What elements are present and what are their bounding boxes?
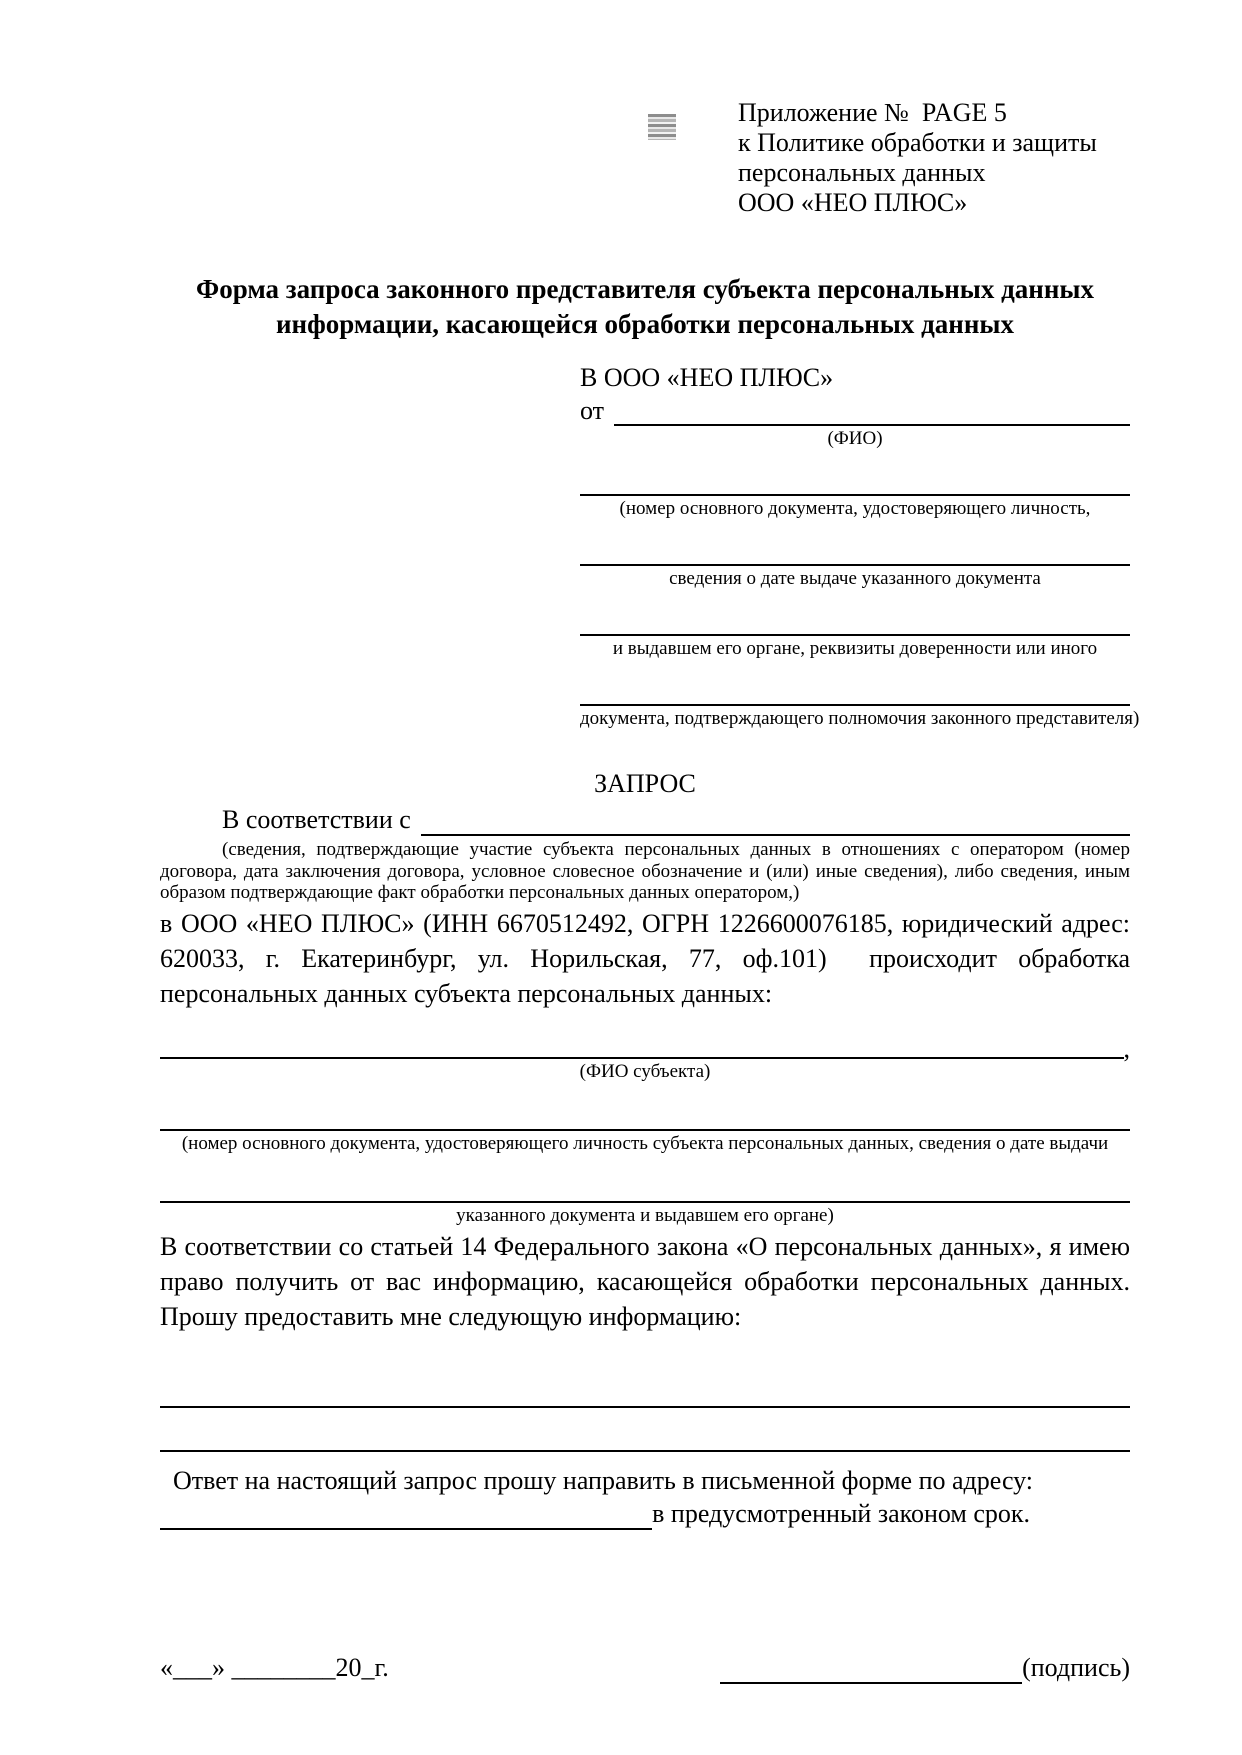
subject-trailing-comma: , — [1123, 1033, 1130, 1063]
basis-field[interactable] — [421, 810, 1130, 836]
doc-number-caption: (номер основного документа, удостоверяющего личность, — [619, 498, 1091, 519]
basis-row — [160, 804, 1130, 836]
authority-doc-caption: документа, подтверждающего полномочия законного представителя) — [580, 708, 1140, 729]
law-paragraph: В соответствии со статьей 14 Федерального закона «О персональных данных», я имею право получить от вас информацию, касающейся обработки персональных данных. Прошу предоставить мне следующую информацию: — [160, 1231, 1130, 1331]
doc-issuer-field[interactable] — [580, 608, 1130, 636]
subject-doc-field-1[interactable] — [160, 1103, 1130, 1131]
appendix-block — [738, 98, 1097, 218]
appendix-number-line: Приложение № PAGE 5 — [738, 98, 1007, 127]
doc-issuer-caption: и выдавшем его органе, реквизиты доверенности или иного — [612, 638, 1098, 659]
date-line: «___» ________20_г. — [160, 1652, 389, 1682]
document-header — [160, 98, 1130, 218]
addressee-block — [580, 362, 1140, 730]
doc-issue-date-field[interactable] — [580, 538, 1130, 566]
subject-doc-field-2[interactable] — [160, 1175, 1130, 1203]
document-title-line-2: информации, касающейся обработки персональных данных — [276, 309, 1014, 339]
fio-caption: (ФИО) — [827, 428, 883, 449]
subject-doc-caption-1: (номер основного документа, удостоверяющего личность субъекта персональных данных, сведения о дате выдачи — [181, 1132, 1109, 1154]
basis-label: В соответствии с — [222, 805, 411, 834]
operator-paragraph: в ООО «НЕО ПЛЮС» (ИНН 6670512492, ОГРН 1226600076185, юридический адрес: 620033, г. Екатеринбург, ул. Норильская, 77, оф.101) происходит обработка персональных данных субъекта персональных данных: — [160, 908, 1130, 1008]
representative-fio-field[interactable] — [614, 400, 1130, 426]
request-heading: ЗАПРОС — [594, 769, 696, 798]
policy-line-1: к Политике обработки и защиты — [738, 128, 1097, 157]
company-name: ООО «НЕО ПЛЮС» — [738, 188, 968, 217]
document-title-line-1: Форма запроса законного представителя субъекта персональных данных — [196, 274, 1094, 304]
info-request-field-2[interactable] — [160, 1408, 1130, 1452]
signature-block — [720, 1652, 1130, 1684]
info-request-field-1[interactable] — [160, 1364, 1130, 1408]
date-signature-row — [160, 1652, 1130, 1684]
from-label: от — [580, 396, 605, 425]
from-row — [580, 395, 1130, 426]
signature-field[interactable] — [720, 1658, 1022, 1684]
subject-fio-field[interactable] — [160, 1031, 1124, 1059]
subject-doc-caption-2: указанного документа и выдавшем его органе) — [456, 1204, 834, 1226]
response-address-row — [160, 1498, 1030, 1530]
subject-fio-row — [160, 1031, 1130, 1063]
representative-doc-number-field[interactable] — [580, 468, 1130, 496]
response-address-field[interactable] — [160, 1504, 652, 1530]
addressee-to-line: В ООО «НЕО ПЛЮС» — [580, 363, 834, 392]
field-code-icon — [648, 114, 676, 140]
signature-caption: (подпись) — [1022, 1652, 1130, 1682]
policy-line-2: персональных данных — [738, 158, 986, 187]
response-deadline-text: в предусмотренный законом срок. — [652, 1498, 1030, 1528]
doc-issue-date-caption: сведения о дате выдаче указанного документа — [669, 568, 1041, 589]
authority-doc-field[interactable] — [580, 678, 1130, 706]
response-request-line: Ответ на настоящий запрос прошу направить в письменной форме по адресу: — [172, 1465, 1034, 1495]
document-title — [160, 272, 1130, 342]
subject-fio-caption: (ФИО субъекта) — [579, 1060, 711, 1082]
basis-fine-print: (сведения, подтверждающие участие субъекта персональных данных в отношениях с оператором (номер договора, дата заключения договора, условное словесное обозначение и (или) иные сведения), либо сведения, иным образом подтверждающие факт обработки персональных данных оператором,) — [160, 839, 1130, 903]
